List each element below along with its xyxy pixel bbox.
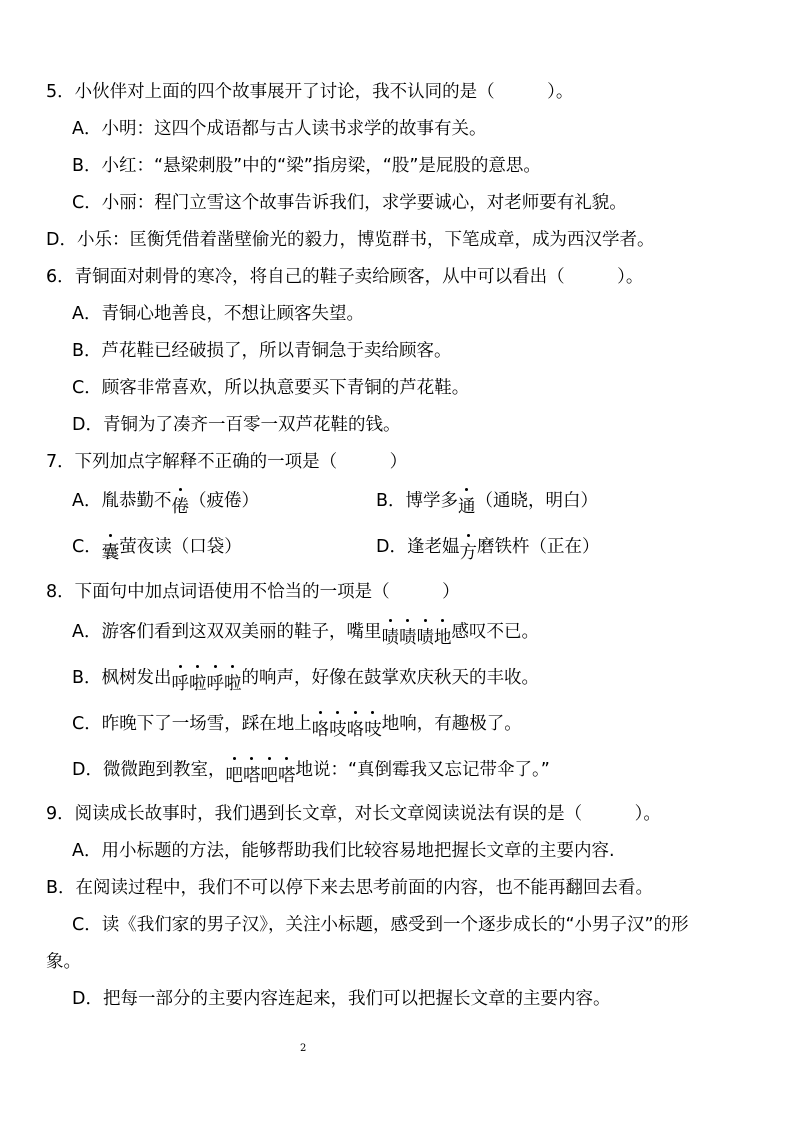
dotted-character: 呼: [171, 674, 190, 694]
question-6-option-b: B．芦花鞋已经破损了，所以青铜急于卖给顾客。: [72, 341, 452, 361]
dotted-character: 咯: [311, 720, 330, 740]
question-9-stem: 9．阅读成长故事时，我们遇到长文章，对长文章阅读说法有误的是（ ）。: [46, 804, 661, 824]
question-6-option-c: C．顾客非常喜欢，所以执意要买下青铜的芦花鞋。: [72, 378, 470, 398]
option-text: B．枫树发出: [72, 668, 172, 688]
question-9-option-a: A．用小标题的方法，能够帮助我们比较容易地把握长文章的主要内容.: [72, 841, 615, 861]
option-text: （通晓，明白）: [475, 491, 599, 511]
dotted-character: 嗒: [242, 766, 261, 786]
option-text: 磨铁杵（正在）: [476, 537, 600, 557]
option-text: D．逢老媪: [376, 537, 460, 557]
dotted-character: 咯: [346, 720, 365, 740]
dotted-character: 啦: [189, 674, 207, 694]
question-6-option-a: A．青铜心地善良，不想让顾客失望。: [72, 304, 364, 324]
question-8-stem: 8．下面句中加点词语使用不恰当的一项是（ ）: [46, 582, 460, 602]
option-text: D．微微跑到教室，: [72, 760, 226, 780]
dotted-character: 呼: [206, 674, 225, 694]
question-6-option-d: D．青铜为了凑齐一百零一双芦花鞋的钱。: [72, 415, 401, 435]
question-8-option-b: [72, 666, 540, 694]
question-7-option-c: [72, 535, 242, 563]
dotted-character: 吱: [364, 720, 382, 740]
dotted-character: 地: [433, 628, 452, 648]
option-text: A．游客们看到这双双美丽的鞋子，嘴里: [72, 622, 382, 642]
question-8-option-a: [72, 620, 539, 648]
option-text: 感叹不已。: [451, 622, 539, 642]
page-number: 2: [300, 1043, 307, 1054]
option-text: C．: [72, 537, 102, 557]
option-text: （疲倦）: [188, 491, 259, 511]
dotted-character: 方: [459, 543, 477, 563]
question-5-option-a: A．小明：这四个成语都与古人读书求学的故事有关。: [72, 119, 487, 139]
dotted-character: 啦: [224, 674, 242, 694]
option-text: 萤夜读（口袋）: [119, 537, 242, 557]
option-text: B．博学多: [376, 491, 459, 511]
question-8-option-d: [72, 758, 550, 786]
dotted-character: 倦: [171, 497, 189, 517]
question-7-option-b: [376, 489, 599, 517]
question-5-option-b: B．小红：“悬梁刺股”中的“梁”指房梁，“股”是屁股的意思。: [72, 156, 541, 176]
dotted-character: 吧: [260, 766, 278, 786]
question-9-option-c-line-1: C．读《我们家的男子汉》，关注小标题，感受到一个逐步成长的“小男子汉”的形: [72, 915, 689, 935]
option-text: A．胤恭勤不: [72, 491, 172, 511]
dotted-character: 通: [458, 497, 476, 517]
dotted-character: 吱: [329, 720, 347, 740]
option-text: 的响声，好像在鼓掌欢庆秋天的丰收。: [241, 668, 540, 688]
question-9-option-b: B．在阅读过程中，我们不可以停下来去思考前面的内容，也不能再翻回去看。: [46, 878, 654, 898]
question-5-option-d: D．小乐：匡衡凭借着凿壁偷光的毅力，博览群书，下笔成章，成为西汉学者。: [46, 230, 655, 250]
option-text: C．昨晚下了一场雪，踩在地上: [72, 714, 312, 734]
dotted-character: 啧: [381, 628, 399, 648]
dotted-character: 啧: [416, 628, 434, 648]
dotted-character: 啧: [398, 628, 417, 648]
dotted-character: 嗒: [277, 766, 296, 786]
option-text: 地说：“真倒霉我又忘记带伞了。”: [295, 760, 550, 780]
question-5-stem: 5．小伙伴对上面的四个故事展开了讨论，我不认同的是（ ）。: [46, 82, 574, 102]
question-9-option-c-line-2: 象。: [46, 952, 81, 972]
question-5-option-c: C．小丽：程门立雪这个故事告诉我们，求学要诚心，对老师要有礼貌。: [72, 193, 627, 213]
question-7-stem: 7．下列加点字解释不正确的一项是（ ）: [46, 452, 408, 472]
question-9-option-d: D．把每一部分的主要内容连起来，我们可以把握长文章的主要内容。: [72, 989, 611, 1009]
option-text: 地响，有趣极了。: [381, 714, 522, 734]
question-6-stem: 6．青铜面对刺骨的寒冷，将自己的鞋子卖给顾客，从中可以看出（ ）。: [46, 267, 644, 287]
question-7-option-d: [376, 535, 600, 563]
question-7-option-a: [72, 489, 259, 517]
dotted-character: 吧: [225, 766, 243, 786]
question-8-option-c: [72, 712, 522, 740]
dotted-character: 囊: [101, 543, 120, 563]
